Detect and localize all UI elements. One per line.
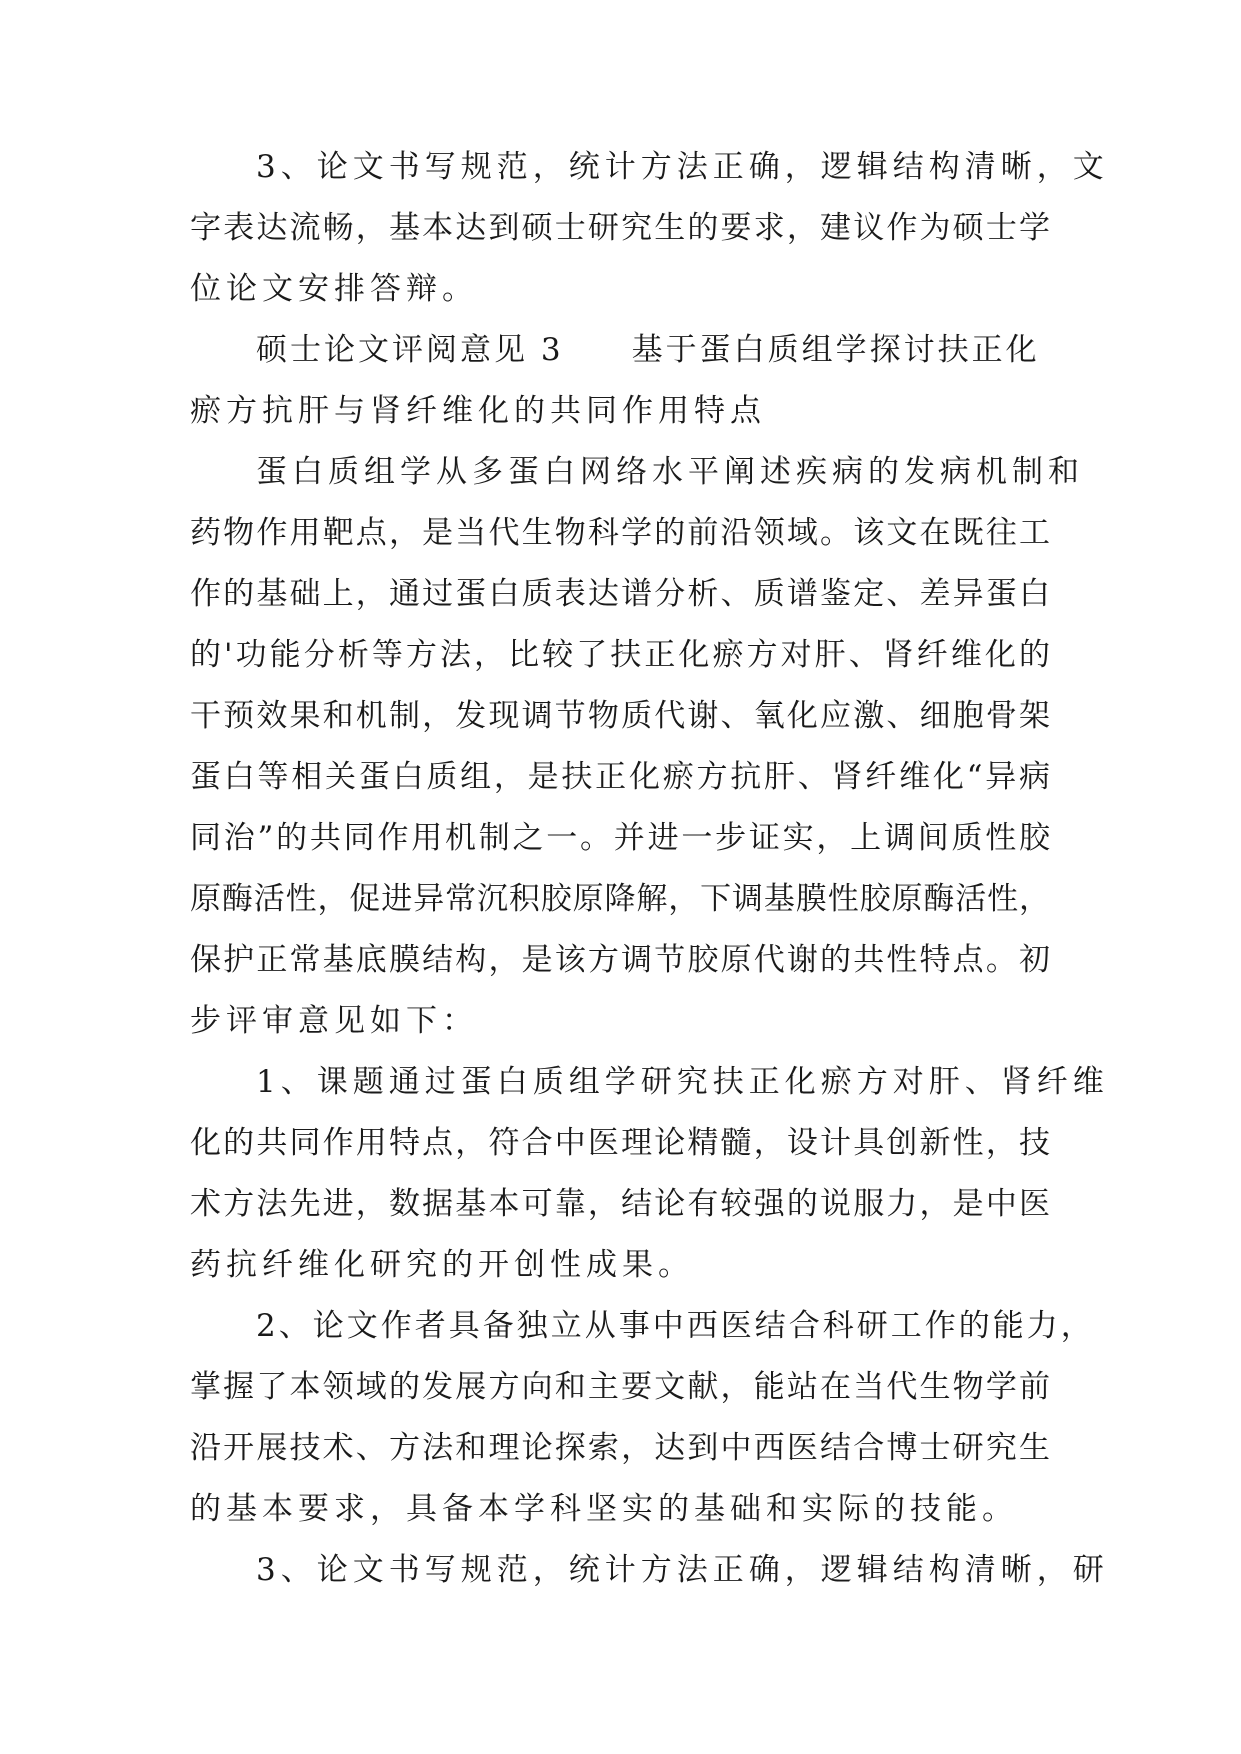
paragraph-line: 3、论文书写规范，统计方法正确，逻辑结构清晰，文 — [256, 149, 1109, 185]
paragraph-line: 2、论文作者具备独立从事中西医结合科研工作的能力， — [256, 1308, 1095, 1344]
paragraph-line: 3、论文书写规范，统计方法正确，逻辑结构清晰，研 — [256, 1552, 1109, 1588]
paragraph-line: 蛋白质组学从多蛋白网络水平阐述疾病的发病机制和 — [256, 454, 1084, 490]
paragraph-line: 药抗纤维化研究的开创性成果。 — [190, 1247, 694, 1283]
section-heading-line: 硕士论文评阅意见 3 基于蛋白质组学探讨扶正化 — [256, 332, 1040, 368]
paragraph-line: 的基本要求，具备本学科坚实的基础和实际的技能。 — [190, 1491, 1018, 1527]
paragraph-line: 位论文安排答辩。 — [190, 271, 478, 307]
body-text — [190, 137, 1109, 1601]
paragraph-line: 字表达流畅，基本达到硕士研究生的要求，建议作为硕士学 — [190, 210, 1050, 246]
paragraph-line: 掌握了本领域的发展方向和主要文献，能站在当代生物学前 — [190, 1369, 1050, 1405]
paragraph-line: 1、课题通过蛋白质组学研究扶正化瘀方对肝、肾纤维 — [256, 1064, 1109, 1100]
paragraph-line: 蛋白等相关蛋白质组，是扶正化瘀方抗肝、肾纤维化“异病 — [190, 759, 1050, 795]
paragraph-line: 术方法先进，数据基本可靠，结论有较强的说服力，是中医 — [190, 1186, 1050, 1222]
paragraph-line: 干预效果和机制，发现调节物质代谢、氧化应激、细胞骨架 — [190, 698, 1050, 734]
paragraph-line: 保护正常基底膜结构，是该方调节胶原代谢的共性特点。初 — [190, 942, 1050, 978]
paragraph-line: 化的共同作用特点，符合中医理论精髓，设计具创新性，技 — [190, 1125, 1050, 1161]
section-heading-line: 瘀方抗肝与肾纤维化的共同作用特点 — [190, 393, 766, 429]
paragraph-line: 作的基础上，通过蛋白质表达谱分析、质谱鉴定、差异蛋白 — [190, 576, 1050, 612]
paragraph-line: 步评审意见如下： — [190, 1003, 478, 1039]
paragraph-line: 沿开展技术、方法和理论探索，达到中西医结合博士研究生 — [190, 1430, 1050, 1466]
paragraph-line: 原酶活性，促进异常沉积胶原降解，下调基膜性胶原酶活性， — [190, 881, 1050, 917]
paragraph-line: 药物作用靶点，是当代生物科学的前沿领域。该文在既往工 — [190, 515, 1050, 551]
paragraph-line: 的'功能分析等方法，比较了扶正化瘀方对肝、肾纤维化的 — [190, 637, 1050, 673]
paragraph-line: 同治”的共同作用机制之一。并进一步证实，上调间质性胶 — [190, 820, 1050, 856]
